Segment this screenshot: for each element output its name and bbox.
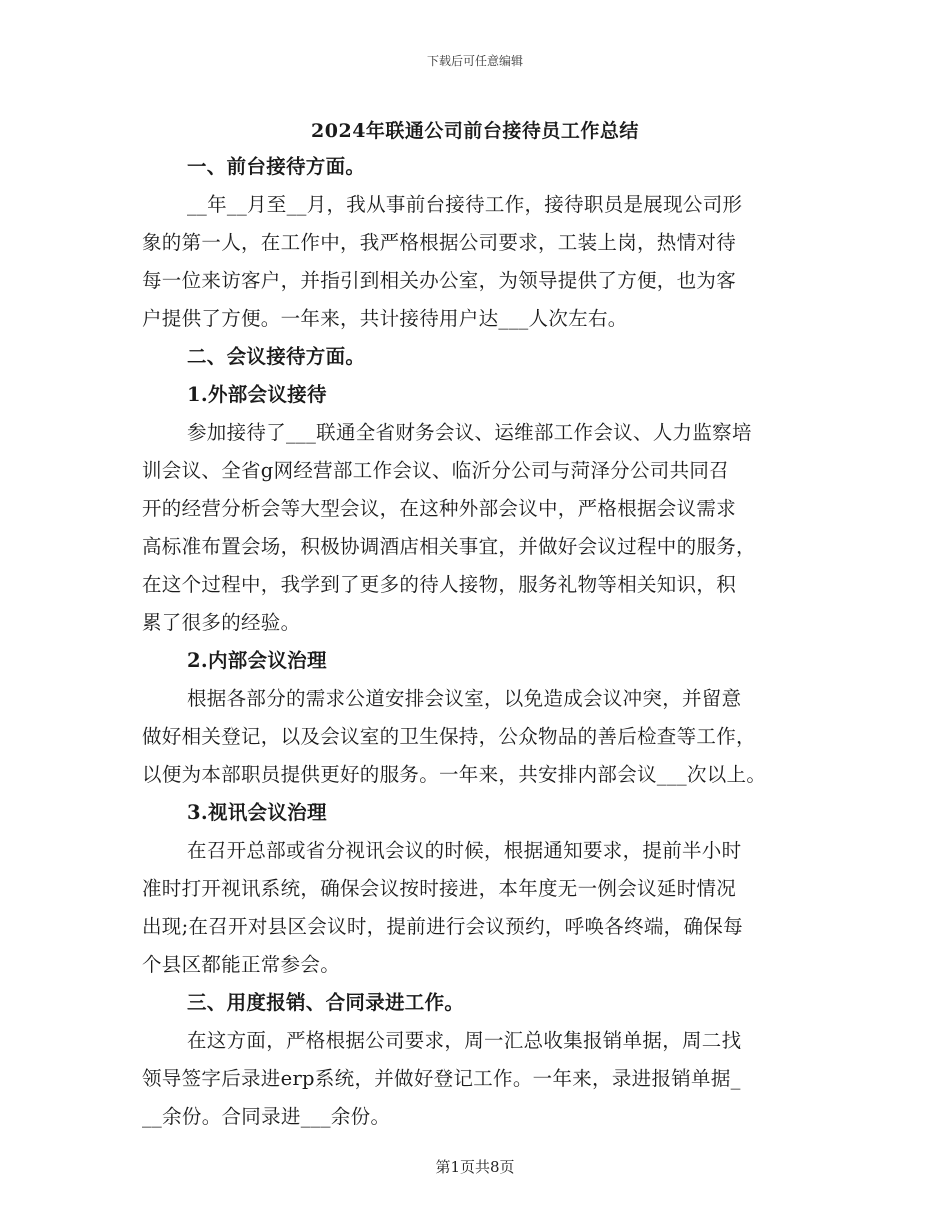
body-line: 在召开总部或省分视讯会议的时候，根据通知要求，提前半小时	[187, 839, 742, 862]
header-note: 下载后可任意编辑	[426, 54, 523, 68]
body-line: 以便为本部职员提供更好的服务。一年来，共安排内部会议___次以上。	[142, 763, 767, 786]
body-line: 在这方面，严格根据公司要求，周一汇总收集报销单据，周二找	[187, 1029, 742, 1052]
body-line: 根据各部分的需求公道安排会议室，以免造成会议冲突，并留意	[187, 687, 742, 710]
body-line: 累了很多的经验。	[142, 611, 301, 634]
body-line: 参加接待了___联通全省财务会议、运维部工作会议、人力监察培	[187, 421, 752, 444]
document-title: 2024年联通公司前台接待员工作总结	[311, 120, 639, 142]
body-line: 做好相关登记，以及会议室的卫生保持，公众物品的善后检查等工作，	[142, 725, 756, 748]
section-heading: 二、会议接待方面。	[187, 345, 366, 368]
body-line: 个县区都能正常参会。	[142, 953, 341, 976]
body-line: 户提供了方便。一年来，共计接待用户达___人次左右。	[142, 307, 628, 330]
subsection-heading: 1.外部会议接待	[187, 383, 327, 406]
body-line: 开的经营分析会等大型会议，在这种外部会议中，严格根据会议需求	[142, 497, 737, 520]
body-line: __余份。合同录进___余份。	[142, 1105, 391, 1128]
subsection-heading: 2.内部会议治理	[187, 649, 327, 672]
section-heading: 三、用度报销、合同录进工作。	[187, 991, 465, 1014]
body-line: 象的第一人，在工作中，我严格根据公司要求，工装上岗，热情对待	[142, 231, 737, 254]
body-line: 准时打开视讯系统，确保会议按时接进，本年度无一例会议延时情况	[142, 877, 737, 900]
body-line: 在这个过程中，我学到了更多的待人接物，服务礼物等相关知识，积	[142, 573, 737, 596]
body-line: 领导签字后录进erp系统，并做好登记工作。一年来，录进报销单据_	[142, 1067, 741, 1090]
body-line: 训会议、全省g网经营部工作会议、临沂分公司与菏泽分公司共同召	[142, 459, 729, 482]
subsection-heading: 3.视讯会议治理	[187, 801, 327, 824]
body-line: 每一位来访客户，并指引到相关办公室，为领导提供了方便，也为客	[142, 269, 737, 292]
body-line: 高标准布置会场，积极协调酒店相关事宜，并做好会议过程中的服务，	[142, 535, 756, 558]
document-body	[142, 148, 822, 1136]
page-footer: 第1页共8页	[435, 1158, 515, 1176]
section-heading: 一、前台接待方面。	[187, 155, 366, 178]
body-line: __年__月至__月，我从事前台接待工作，接待职员是展现公司形	[187, 193, 743, 216]
body-line: 出现;在召开对县区会议时，提前进行会议预约，呼唤各终端，确保每	[142, 915, 743, 938]
